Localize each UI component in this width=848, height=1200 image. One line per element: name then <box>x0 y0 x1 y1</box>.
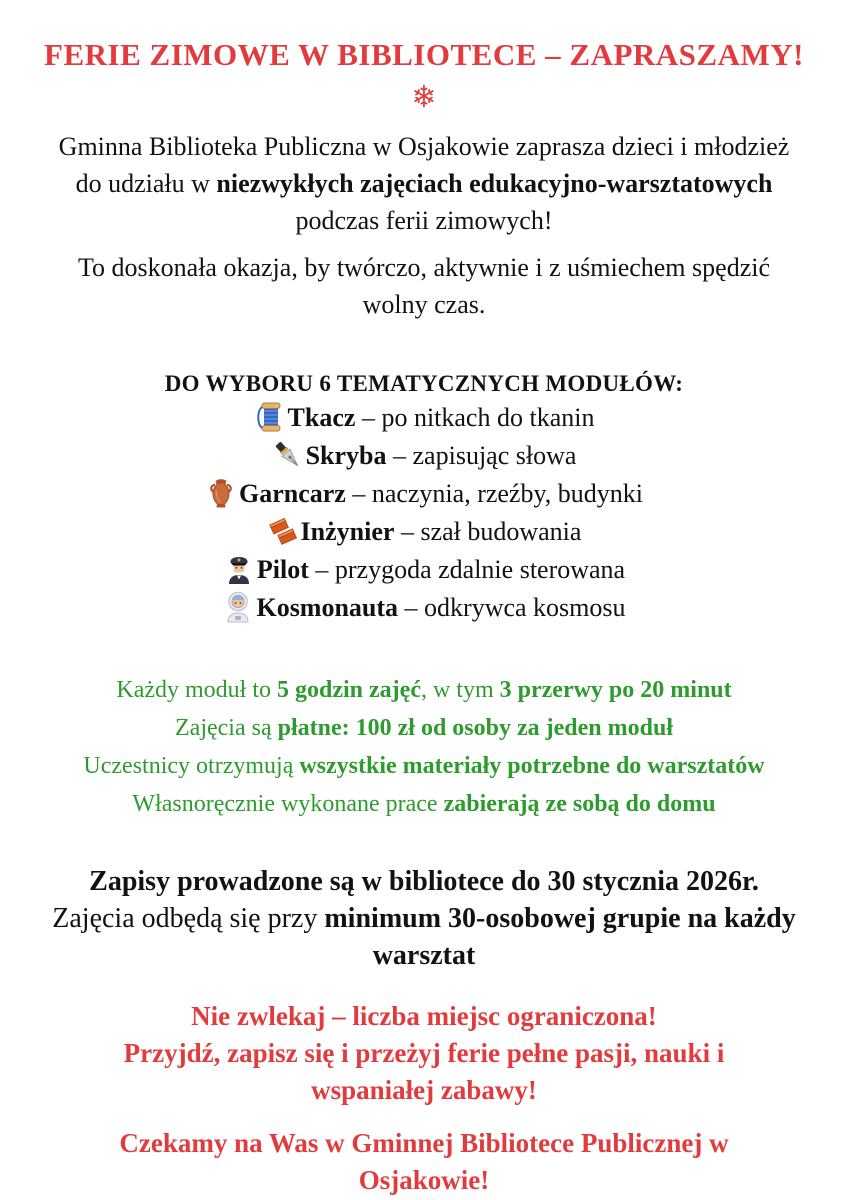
info-line-takehome <box>64 785 784 823</box>
info-text-bold: wszystkie materiały potrzebne do warsztatów <box>299 753 765 779</box>
module-item-garncarz <box>24 475 824 513</box>
signup-text-bold: minimum 30-osobowej grupie na każdy warsztat <box>324 903 796 971</box>
info-line-price <box>64 709 784 747</box>
info-text: Własnoręcznie wykonane prace <box>132 791 444 817</box>
closing-text: Czekamy na Was w Gminnej Bibliotece Publicznej w Osjakowie! <box>119 1128 729 1195</box>
info-text-bold: 3 przerwy po 20 minut <box>499 677 732 703</box>
info-text-bold: płatne: 100 zł od osoby za jeden moduł <box>277 715 673 741</box>
module-name: Skryba <box>305 441 387 470</box>
module-desc: – szał budowania <box>394 517 582 546</box>
intro-paragraph <box>46 128 802 239</box>
module-name: Garncarz <box>238 479 346 508</box>
amphora-icon <box>205 476 237 510</box>
astronaut-icon <box>222 590 254 624</box>
page-title: FERIE ZIMOWE W BIBLIOTECE – ZAPRASZAMY! <box>44 37 804 72</box>
pilot-icon <box>223 552 255 586</box>
module-name: Pilot <box>256 555 309 584</box>
info-line-hours <box>64 671 784 709</box>
signup-section <box>24 863 824 974</box>
info-text: , w tym <box>420 677 500 703</box>
signup-deadline <box>29 863 819 900</box>
module-item-kosmonauta <box>24 589 824 627</box>
intro-text-end: podczas ferii zimowych! <box>295 206 553 235</box>
signup-text-bold: Zapisy prowadzone są w bibliotece do 30 stycznia 2026r. <box>89 866 759 897</box>
module-item-pilot <box>24 551 824 589</box>
signup-group-size <box>29 900 819 974</box>
module-name: Inżynier <box>300 517 395 546</box>
workshop-info-section <box>24 671 824 823</box>
intro-text: Gminna Biblioteka Publiczna w Osjakowie zaprasza dzieci i młodzież do udziału w <box>58 132 790 198</box>
module-desc: – naczynia, rzeźby, budynki <box>345 479 644 508</box>
info-text-bold: zabierają ze sobą do domu <box>443 791 716 817</box>
info-text: Zajęcia są <box>175 715 278 741</box>
signup-text: Zajęcia odbędą się przy <box>52 903 325 934</box>
module-name: Tkacz <box>287 403 356 432</box>
module-desc: – przygoda zdalnie sterowana <box>308 555 626 584</box>
module-desc: – zapisując słowa <box>386 441 577 470</box>
modules-heading: DO WYBORU 6 TEMATYCZNYCH MODUŁÓW: <box>164 371 684 396</box>
module-item-tkacz <box>24 399 824 437</box>
module-desc: – po nitkach do tkanin <box>355 403 595 432</box>
bricks-icon <box>267 514 299 548</box>
pen-nib-icon <box>272 438 304 472</box>
lead-paragraph: To doskonała okazja, by twórczo, aktywnie i z uśmiechem spędzić wolny czas. <box>77 253 770 319</box>
info-text: Uczestnicy otrzymują <box>83 753 300 779</box>
module-name: Kosmonauta <box>256 593 399 622</box>
cta-line-invite: Przyjdź, zapisz się i przeżyj ferie pełne pasji, nauki i wspaniałej zabawy! <box>123 1038 725 1105</box>
module-desc: – odkrywca kosmosu <box>398 593 626 622</box>
thread-spool-icon <box>254 400 286 434</box>
info-text-bold: 5 godzin zajęć <box>277 677 421 703</box>
info-text: Każdy moduł to <box>116 677 277 703</box>
cta-line-urgency: Nie zwlekaj – liczba miejsc ograniczona! <box>191 1001 657 1031</box>
cta-section <box>24 998 824 1109</box>
snowflake-icon: ❄ <box>411 81 437 114</box>
info-line-materials <box>64 747 784 785</box>
module-item-inzynier <box>24 513 824 551</box>
module-item-skryba <box>24 437 824 475</box>
intro-text-bold: niezwykłych zajęciach edukacyjno-warsztatowych <box>216 169 773 198</box>
closing-section <box>24 1125 824 1199</box>
